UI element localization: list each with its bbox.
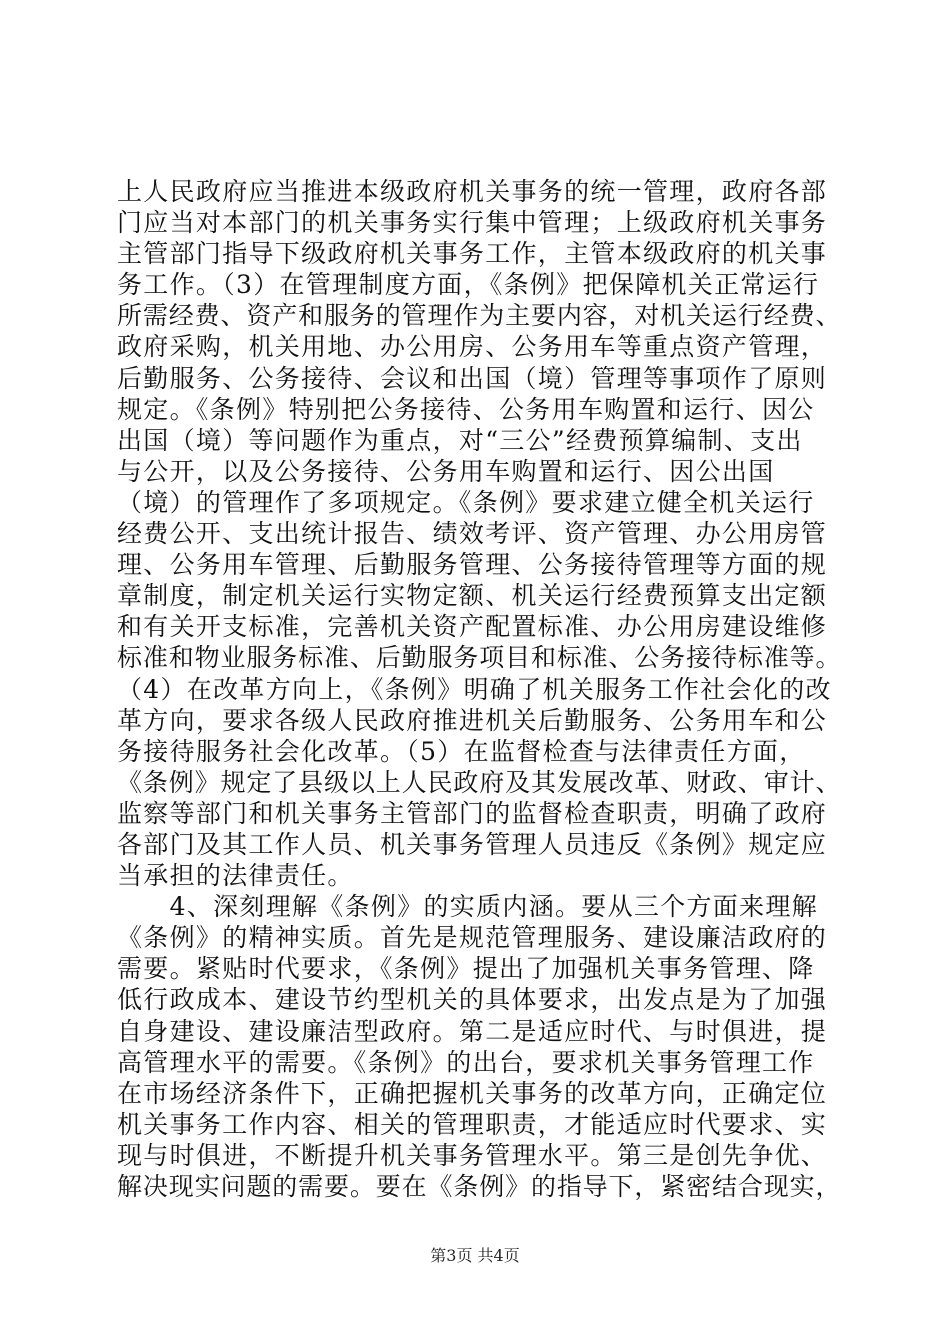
text-line: 高管理水平的需要。《条例》的出台，要求机关事务管理工作 bbox=[117, 1047, 815, 1077]
text-line: 与公开，以及公务接待、公务用车购置和运行、因公出国 bbox=[117, 456, 775, 486]
text-line: 4、深刻理解《条例》的实质内涵。要从三个方面来理解 bbox=[117, 892, 819, 922]
body-text bbox=[117, 176, 842, 1202]
text-line: 《条例》的精神实质。首先是规范管理服务、建设廉洁政府的 bbox=[117, 923, 828, 953]
text-line: （4）在改革方向上，《条例》明确了机关服务工作社会化的改 bbox=[117, 674, 832, 704]
text-line: （境）的管理作了多项规定。《条例》要求建立健全机关运行 bbox=[117, 487, 815, 517]
text-line: 章制度，制定机关运行实物定额、机关运行经费预算支出定额 bbox=[117, 581, 828, 611]
text-line: 理、公务用车管理、后勤服务管理、公务接待管理等方面的规 bbox=[117, 550, 828, 580]
text-line: 自身建设、建设廉洁型政府。第二是适应时代、与时俱进，提 bbox=[117, 1016, 828, 1046]
text-line: 低行政成本、建设节约型机关的具体要求，出发点是为了加强 bbox=[117, 985, 828, 1015]
text-line: 各部门及其工作人员、机关事务管理人员违反《条例》规定应 bbox=[117, 829, 828, 859]
text-line: 规定。《条例》特别把公务接待、公务用车购置和运行、因公 bbox=[117, 394, 815, 424]
page-footer: 第3页 共4页 bbox=[430, 1246, 520, 1265]
text-line: 政府采购，机关用地、办公用房、公务用车等重点资产管理， bbox=[117, 332, 828, 362]
text-line: 务接待服务社会化改革。（5）在监督检查与法律责任方面， bbox=[117, 736, 806, 766]
text-line: 革方向，要求各级人民政府推进机关后勤服务、公务用车和公 bbox=[117, 705, 828, 735]
text-line: 所需经费、资产和服务的管理作为主要内容，对机关运行经费、 bbox=[117, 301, 842, 331]
text-line: 在市场经济条件下，正确把握机关事务的改革方向，正确定位 bbox=[117, 1078, 828, 1108]
text-line: 主管部门指导下级政府机关事务工作，主管本级政府的机关事 bbox=[117, 239, 828, 269]
text-line: 务工作。（3）在管理制度方面，《条例》把保障机关正常运行 bbox=[117, 270, 820, 300]
text-line: 经费公开、支出统计报告、绩效考评、资产管理、办公用房管 bbox=[117, 519, 828, 549]
text-line: 当承担的法律责任。 bbox=[117, 861, 354, 891]
text-line: 现与时俱进，不断提升机关事务管理水平。第三是创先争优、 bbox=[117, 1140, 828, 1170]
text-line: 监察等部门和机关事务主管部门的监督检查职责，明确了政府 bbox=[117, 798, 828, 828]
text-line: 解决现实问题的需要。要在《条例》的指导下，紧密结合现实， bbox=[117, 1172, 842, 1201]
text-line: 标准和物业服务标准、后勤服务项目和标准、公务接待标准等。 bbox=[117, 643, 842, 673]
text-line: 后勤服务、公务接待、会议和出国（境）管理等事项作了原则 bbox=[117, 363, 828, 393]
text-line: 《条例》规定了县级以上人民政府及其发展改革、财政、审计、 bbox=[117, 767, 842, 797]
text-line: 需要。紧贴时代要求，《条例》提出了加强机关事务管理、降 bbox=[117, 954, 815, 984]
text-line: 上人民政府应当推进本级政府机关事务的统一管理，政府各部 bbox=[117, 177, 828, 206]
text-line: 和有关开支标准，完善机关资产配置标准、办公用房建设维修 bbox=[117, 612, 828, 642]
text-line: 机关事务工作内容、相关的管理职责，才能适应时代要求、实 bbox=[117, 1109, 828, 1139]
text-line: 出国（境）等问题作为重点，对“三公”经费预算编制、支出 bbox=[117, 425, 803, 455]
text-line: 门应当对本部门的机关事务实行集中管理；上级政府机关事务 bbox=[117, 208, 828, 238]
